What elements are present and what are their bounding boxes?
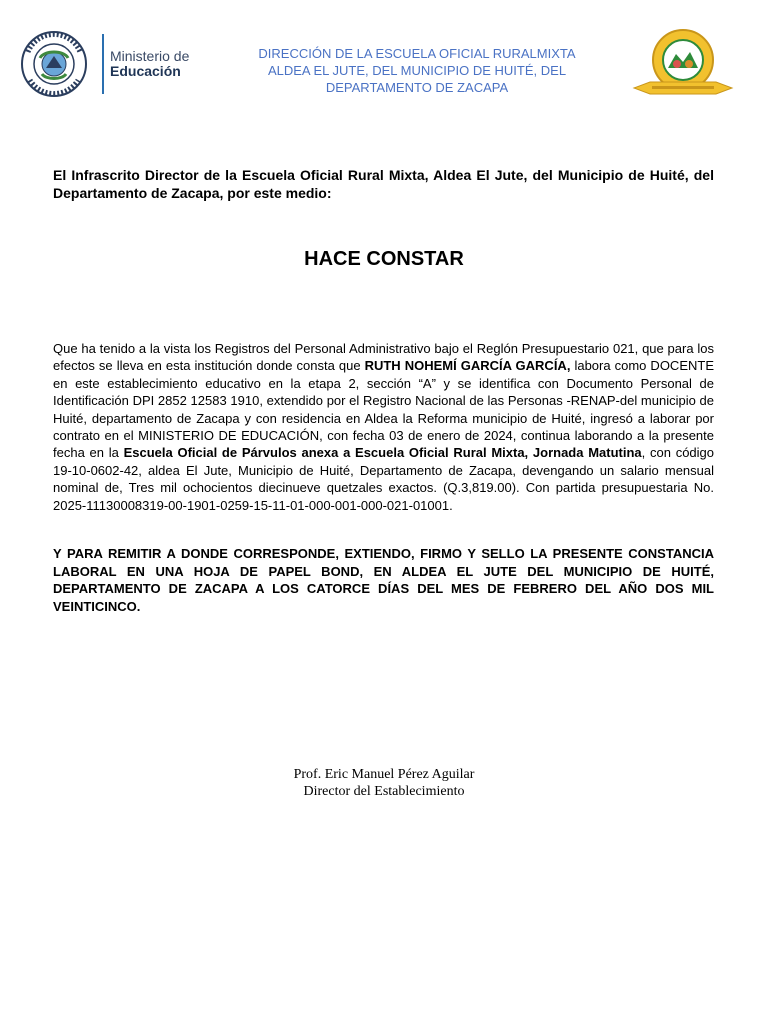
- signatory-name: Prof. Eric Manuel Pérez Aguilar: [293, 767, 475, 782]
- header-title-line: ALDEA EL JUTE, DEL MUNICIPIO DE HUITÉ, DEL: [267, 63, 567, 78]
- guatemala-seal-icon: [16, 28, 98, 100]
- body-text-part-1: Que ha tenido a la vista los Registros del Personal Administrativo bajo el Reglón Presupuestario 021, que para los efectos se lleva en esta institución donde consta que: [53, 341, 714, 374]
- body-paragraph: [53, 340, 714, 514]
- header-title: [232, 45, 602, 96]
- ministry-name: [110, 49, 189, 78]
- body-text-part-2: labora como DOCENTE en este establecimiento educativo en la etapa 2, sección “A” y se identifica con Documento Personal de Identificación DPI 2852 12583 1910, extendido por el Registro Nacional de las Personas -RENAP-del municipio de Huité, departamento de Zacapa y con residencia en Aldea la Reforma municipio de Huité, ingresó a laborar por contrato en el MINISTERIO DE EDUCACIÓN, con fecha 03 de enero de 2024, continua laborando a la presente fecha en la: [53, 358, 714, 461]
- school-logo-icon: [630, 28, 736, 100]
- header-title-line: DIRECCIÓN DE LA ESCUELA OFICIAL RURALMIXTA: [258, 46, 576, 61]
- body-text-part-3: , con código 19-10-0602-42, aldea El Jute, Municipio de Huité, Departamento de Zacapa, devengando un salario mensual nominal de, Tres mil ochocientos diecinueve quetzales exactos. (Q.3,819.00). Con partida presupuestaria No. 2025-11130008319-00-1901-0259-15-11-01-000-001-000-021-01001.: [53, 445, 714, 513]
- document-heading: HACE CONSTAR: [304, 248, 464, 270]
- signatory-title: Director del Establecimiento: [303, 784, 465, 799]
- ministry-logo: [16, 28, 216, 100]
- ministry-name-bottom: Educación: [110, 63, 181, 79]
- header-title-line: DEPARTAMENTO DE ZACAPA: [325, 80, 509, 95]
- signature-block: [0, 766, 768, 800]
- ministry-name-top: Ministerio de: [110, 48, 190, 65]
- employee-name: RUTH NOHEMÍ GARCÍA GARCÍA,: [364, 358, 571, 374]
- closing-paragraph: Y PARA REMITIR A DONDE CORRESPONDE, EXTIENDO, FIRMO Y SELLO LA PRESENTE CONSTANCIA LABORAL EN UNA HOJA DE PAPEL BOND, EN ALDEA EL JUTE DEL MUNICIPIO DE HUITÉ, DEPARTAMENTO DE ZACAPA A LOS CATORCE DÍAS DEL MES DE FEBRERO DEL AÑO DOS MIL VEINTICINCO.: [53, 546, 714, 614]
- intro-paragraph: El Infrascrito Director de la Escuela Oficial Rural Mixta, Aldea El Jute, del Municipio de Huité, del Departamento de Zacapa, por este medio:: [53, 167, 714, 201]
- school-name: Escuela Oficial de Párvulos anexa a Escuela Oficial Rural Mixta, Jornada Matutina: [123, 445, 642, 461]
- logo-divider: [102, 34, 104, 94]
